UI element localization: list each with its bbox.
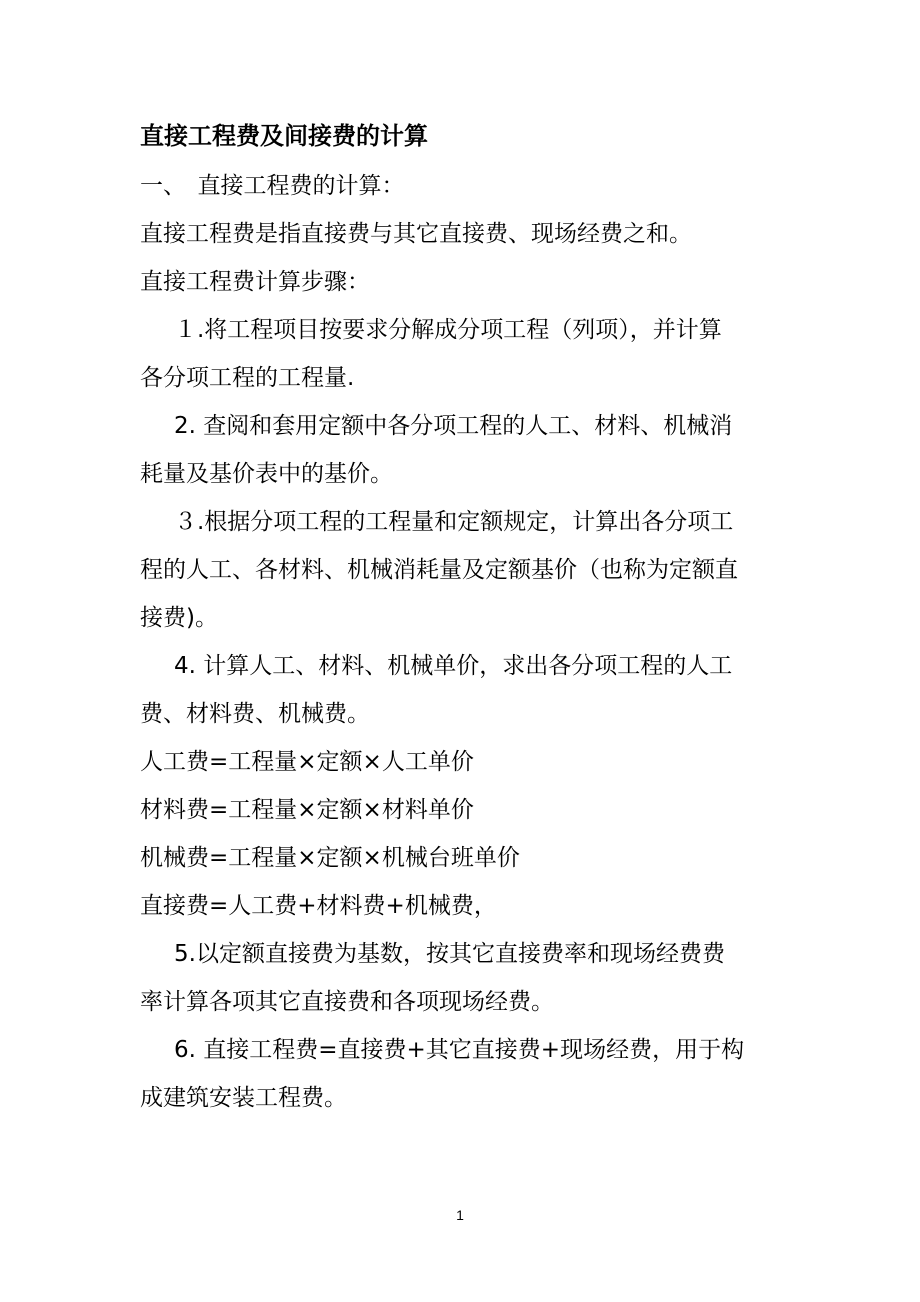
- step-5-line-1: 5.以定额直接费为基数，按其它直接费率和现场经费费: [174, 941, 725, 967]
- step-2-line-1: 2. 查阅和套用定额中各分项工程的人工、材料、机械消: [174, 413, 733, 439]
- step-6-line-2: 成建筑安装工程费。: [140, 1085, 347, 1111]
- formula-labor: 人工费=工程量×定额×人工单价: [140, 749, 474, 775]
- step-1-line-2: 各分项工程的工程量.: [140, 365, 355, 391]
- document-title: 直接工程费及间接费的计算: [140, 122, 428, 150]
- formula-direct: 直接费=人工费+材料费+机械费，: [140, 893, 497, 919]
- step-4-line-1: 4. 计算人工、材料、机械单价，求出各分项工程的人工: [174, 653, 733, 679]
- step-1-line-1: １.将工程项目按要求分解成分项工程（列项），并计算: [174, 317, 722, 343]
- step-3-line-3: 接费)。: [140, 605, 218, 631]
- step-4-line-2: 费、材料费、机械费。: [140, 701, 370, 727]
- step-2-line-2: 耗量及基价表中的基价。: [140, 461, 393, 487]
- page-number: 1: [456, 1207, 464, 1223]
- steps-heading: 直接工程费计算步骤：: [140, 269, 370, 295]
- step-3-line-1: ３.根据分项工程的工程量和定额规定，计算出各分项工: [174, 509, 734, 535]
- section-heading: 一、 直接工程费的计算：: [140, 173, 405, 199]
- definition-text: 直接工程费是指直接费与其它直接费、现场经费之和。: [140, 221, 692, 247]
- step-5-line-2: 率计算各项其它直接费和各项现场经费。: [140, 989, 554, 1015]
- step-3-line-2: 程的人工、各材料、机械消耗量及定额基价（也称为定额直: [140, 557, 738, 583]
- step-6-line-1: 6. 直接工程费=直接费+其它直接费+现场经费，用于构: [174, 1037, 745, 1063]
- formula-material: 材料费=工程量×定额×材料单价: [140, 797, 474, 823]
- formula-machine: 机械费=工程量×定额×机械台班单价: [140, 845, 520, 871]
